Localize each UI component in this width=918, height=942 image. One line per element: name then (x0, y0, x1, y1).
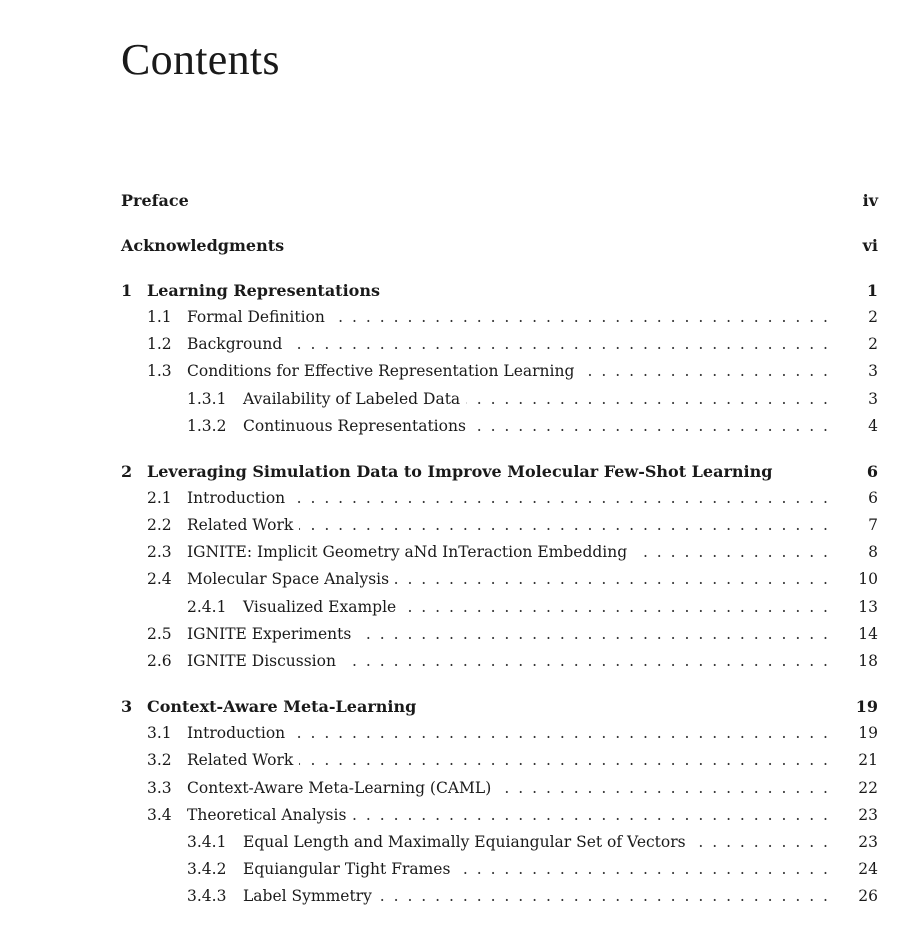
toc-entry-title: Equal Length and Maximally Equiangular Set of Vectors (243, 833, 692, 851)
toc-leader-dots (456, 860, 828, 878)
toc-leader-dots (288, 335, 828, 353)
toc-entry-page: 26 (858, 887, 878, 905)
toc-entry-title: IGNITE Discussion (187, 652, 342, 670)
toc-entry-title: Theoretical Analysis (187, 806, 352, 824)
toc-entry-page: 2 (868, 335, 878, 353)
toc-entry-acknowledgments[interactable] (121, 236, 878, 258)
toc-leader-dots (299, 516, 828, 534)
toc-entry-page: 6 (868, 489, 878, 507)
toc-section-2-6[interactable] (121, 652, 878, 674)
toc-entry-title: Background (187, 335, 288, 353)
toc-subsection-1-3-1[interactable] (121, 390, 878, 412)
toc-entry-title: Preface (121, 191, 195, 210)
toc-entry-page: 23 (858, 833, 878, 851)
toc-entry-title: Introduction (187, 724, 291, 742)
toc-entry-page: 14 (858, 625, 878, 643)
toc-section-2-5[interactable] (121, 625, 878, 647)
toc-entry-number: 3.1 (147, 724, 172, 742)
toc-entry-page: 19 (855, 697, 878, 716)
toc-entry-page: 4 (868, 417, 878, 435)
toc-entry-page: 23 (858, 806, 878, 824)
toc-leader-dots (331, 308, 828, 326)
toc-subsection-3-4-1[interactable] (121, 833, 878, 855)
toc-entry-title: IGNITE: Implicit Geometry aNd InTeraction Embedding (187, 543, 633, 561)
toc-entry-number: 3.3 (147, 779, 172, 797)
toc-entry-page: 6 (866, 462, 878, 481)
toc-entry-number: 1.3.1 (187, 390, 227, 408)
toc-entry-page: 19 (858, 724, 878, 742)
toc-entry-title: Label Symmetry (243, 887, 378, 905)
toc-entry-number: 1 (121, 281, 133, 300)
toc-entry-page: iv (862, 191, 878, 210)
toc-entry-number: 2.1 (147, 489, 172, 507)
toc-entry-preface[interactable] (121, 191, 878, 213)
toc-leader-dots (378, 887, 828, 905)
toc-leader-dots (633, 543, 828, 561)
toc-entry-page: 22 (858, 779, 878, 797)
toc-leader-dots (352, 806, 828, 824)
toc-entry-title: Leveraging Simulation Data to Improve Molecular Few-Shot Learning (147, 462, 778, 481)
toc-entry-number: 2.6 (147, 652, 172, 670)
toc-entry-title: Formal Definition (187, 308, 331, 326)
page-title: Contents (121, 35, 280, 84)
toc-leader-dots (466, 390, 828, 408)
toc-entry-page: 3 (868, 390, 878, 408)
toc-section-1-1[interactable] (121, 308, 878, 330)
toc-leader-dots (497, 779, 828, 797)
toc-section-2-4[interactable] (121, 570, 878, 592)
toc-leader-dots (692, 833, 828, 851)
toc-entry-page: 10 (858, 570, 878, 588)
toc-entry-title: Equiangular Tight Frames (243, 860, 456, 878)
toc-entry-number: 1.3.2 (187, 417, 227, 435)
toc-entry-number: 3.4 (147, 806, 172, 824)
toc-leader-dots (291, 489, 828, 507)
toc-leader-dots (357, 625, 828, 643)
toc-leader-dots (395, 570, 828, 588)
toc-entry-title: Related Work (187, 516, 299, 534)
toc-entry-title: Introduction (187, 489, 291, 507)
toc-entry-title: Related Work (187, 751, 299, 769)
toc-entry-number: 1.3 (147, 362, 172, 380)
toc-subsection-3-4-3[interactable] (121, 887, 878, 909)
toc-entry-page: vi (862, 236, 878, 255)
toc-section-3-1[interactable] (121, 724, 878, 746)
toc-entry-title: Context-Aware Meta-Learning (CAML) (187, 779, 497, 797)
toc-chapter-3[interactable] (121, 697, 878, 719)
toc-entry-page: 21 (858, 751, 878, 769)
toc-entry-number: 2.4.1 (187, 598, 227, 616)
toc-entry-page: 24 (858, 860, 878, 878)
toc-entry-title: Conditions for Effective Representation Learning (187, 362, 580, 380)
toc-section-3-4[interactable] (121, 806, 878, 828)
toc-section-1-3[interactable] (121, 362, 878, 384)
toc-section-3-3[interactable] (121, 779, 878, 801)
toc-entry-page: 8 (868, 543, 878, 561)
toc-leader-dots (342, 652, 828, 670)
toc-entry-number: 3.4.3 (187, 887, 227, 905)
toc-leader-dots (299, 751, 828, 769)
toc-entry-title: Learning Representations (147, 281, 386, 300)
toc-entry-title: Context-Aware Meta-Learning (147, 697, 422, 716)
toc-entry-title: IGNITE Experiments (187, 625, 357, 643)
toc-subsection-2-4-1[interactable] (121, 598, 878, 620)
toc-subsection-3-4-2[interactable] (121, 860, 878, 882)
toc-entry-title: Molecular Space Analysis (187, 570, 395, 588)
toc-entry-title: Acknowledgments (121, 236, 290, 255)
toc-section-2-1[interactable] (121, 489, 878, 511)
toc-entry-number: 3.4.1 (187, 833, 227, 851)
toc-subsection-1-3-2[interactable] (121, 417, 878, 439)
toc-section-2-3[interactable] (121, 543, 878, 565)
toc-entry-number: 2.3 (147, 543, 172, 561)
toc-leader-dots (580, 362, 828, 380)
toc-entry-number: 2.2 (147, 516, 172, 534)
toc-entry-number: 1.1 (147, 308, 172, 326)
toc-leader-dots (291, 724, 828, 742)
toc-leader-dots (402, 598, 828, 616)
toc-chapter-1[interactable] (121, 281, 878, 303)
toc-entry-page: 3 (868, 362, 878, 380)
toc-entry-number: 3.2 (147, 751, 172, 769)
toc-entry-number: 3.4.2 (187, 860, 227, 878)
toc-entry-number: 2 (121, 462, 133, 481)
toc-entry-number: 3 (121, 697, 133, 716)
toc-entry-page: 1 (866, 281, 878, 300)
toc-leader-dots (472, 417, 828, 435)
toc-chapter-2[interactable] (121, 462, 878, 484)
toc-entry-number: 2.4 (147, 570, 172, 588)
toc-entry-title: Availability of Labeled Data (243, 390, 466, 408)
toc-entry-page: 2 (868, 308, 878, 326)
toc-entry-title: Continuous Representations (243, 417, 472, 435)
toc-entry-number: 1.2 (147, 335, 172, 353)
toc-section-1-2[interactable] (121, 335, 878, 357)
toc-section-2-2[interactable] (121, 516, 878, 538)
toc-entry-page: 13 (858, 598, 878, 616)
toc-entry-page: 18 (858, 652, 878, 670)
toc-section-3-2[interactable] (121, 751, 878, 773)
toc-entry-title: Visualized Example (243, 598, 402, 616)
toc-entry-page: 7 (868, 516, 878, 534)
toc-entry-number: 2.5 (147, 625, 172, 643)
